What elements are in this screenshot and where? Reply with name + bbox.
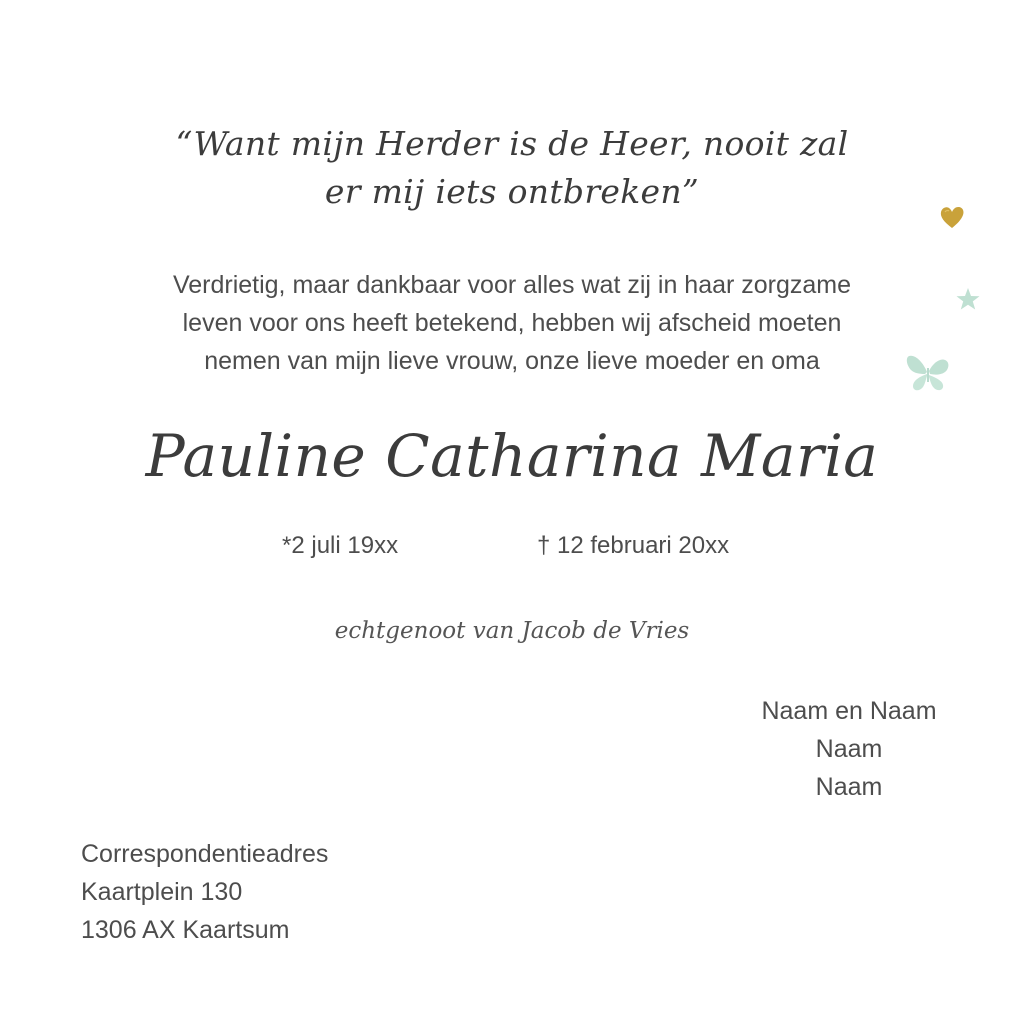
heart-icon: [938, 203, 966, 231]
butterfly-icon: [905, 352, 951, 394]
quote-line-1: “Want mijn Herder is de Heer, nooit zal: [175, 124, 849, 163]
message-line-3: nemen van mijn lieve vrouw, onze lieve moeder en oma: [204, 347, 820, 375]
relative-name: Naam: [815, 773, 883, 801]
death-date: † 12 februari 20xx: [537, 532, 730, 559]
announcement-message: [0, 266, 1024, 380]
relative-name: Naam: [815, 735, 883, 763]
relatives-list: [740, 692, 958, 806]
star-icon: [955, 286, 981, 312]
address-label: Correspondentieadres: [81, 840, 329, 868]
deceased-name: Pauline Catharina Maria: [145, 422, 879, 490]
life-dates: [0, 528, 1024, 564]
address-street: Kaartplein 130: [81, 878, 243, 906]
address-postal-city: 1306 AX Kaartsum: [81, 916, 290, 944]
relative-name: Naam en Naam: [761, 697, 937, 725]
message-line-1: Verdrietig, maar dankbaar voor alles wat zij in haar zorgzame: [172, 271, 852, 299]
correspondence-address: [81, 835, 328, 949]
spouse-line: echtgenoot van Jacob de Vries: [334, 618, 690, 644]
quote-line-2: er mij iets ontbreken”: [324, 172, 700, 211]
quote: [0, 120, 1024, 216]
message-line-2: leven voor ons heeft betekend, hebben wij afscheid moeten: [182, 309, 842, 337]
birth-date: *2 juli 19xx: [282, 532, 399, 559]
